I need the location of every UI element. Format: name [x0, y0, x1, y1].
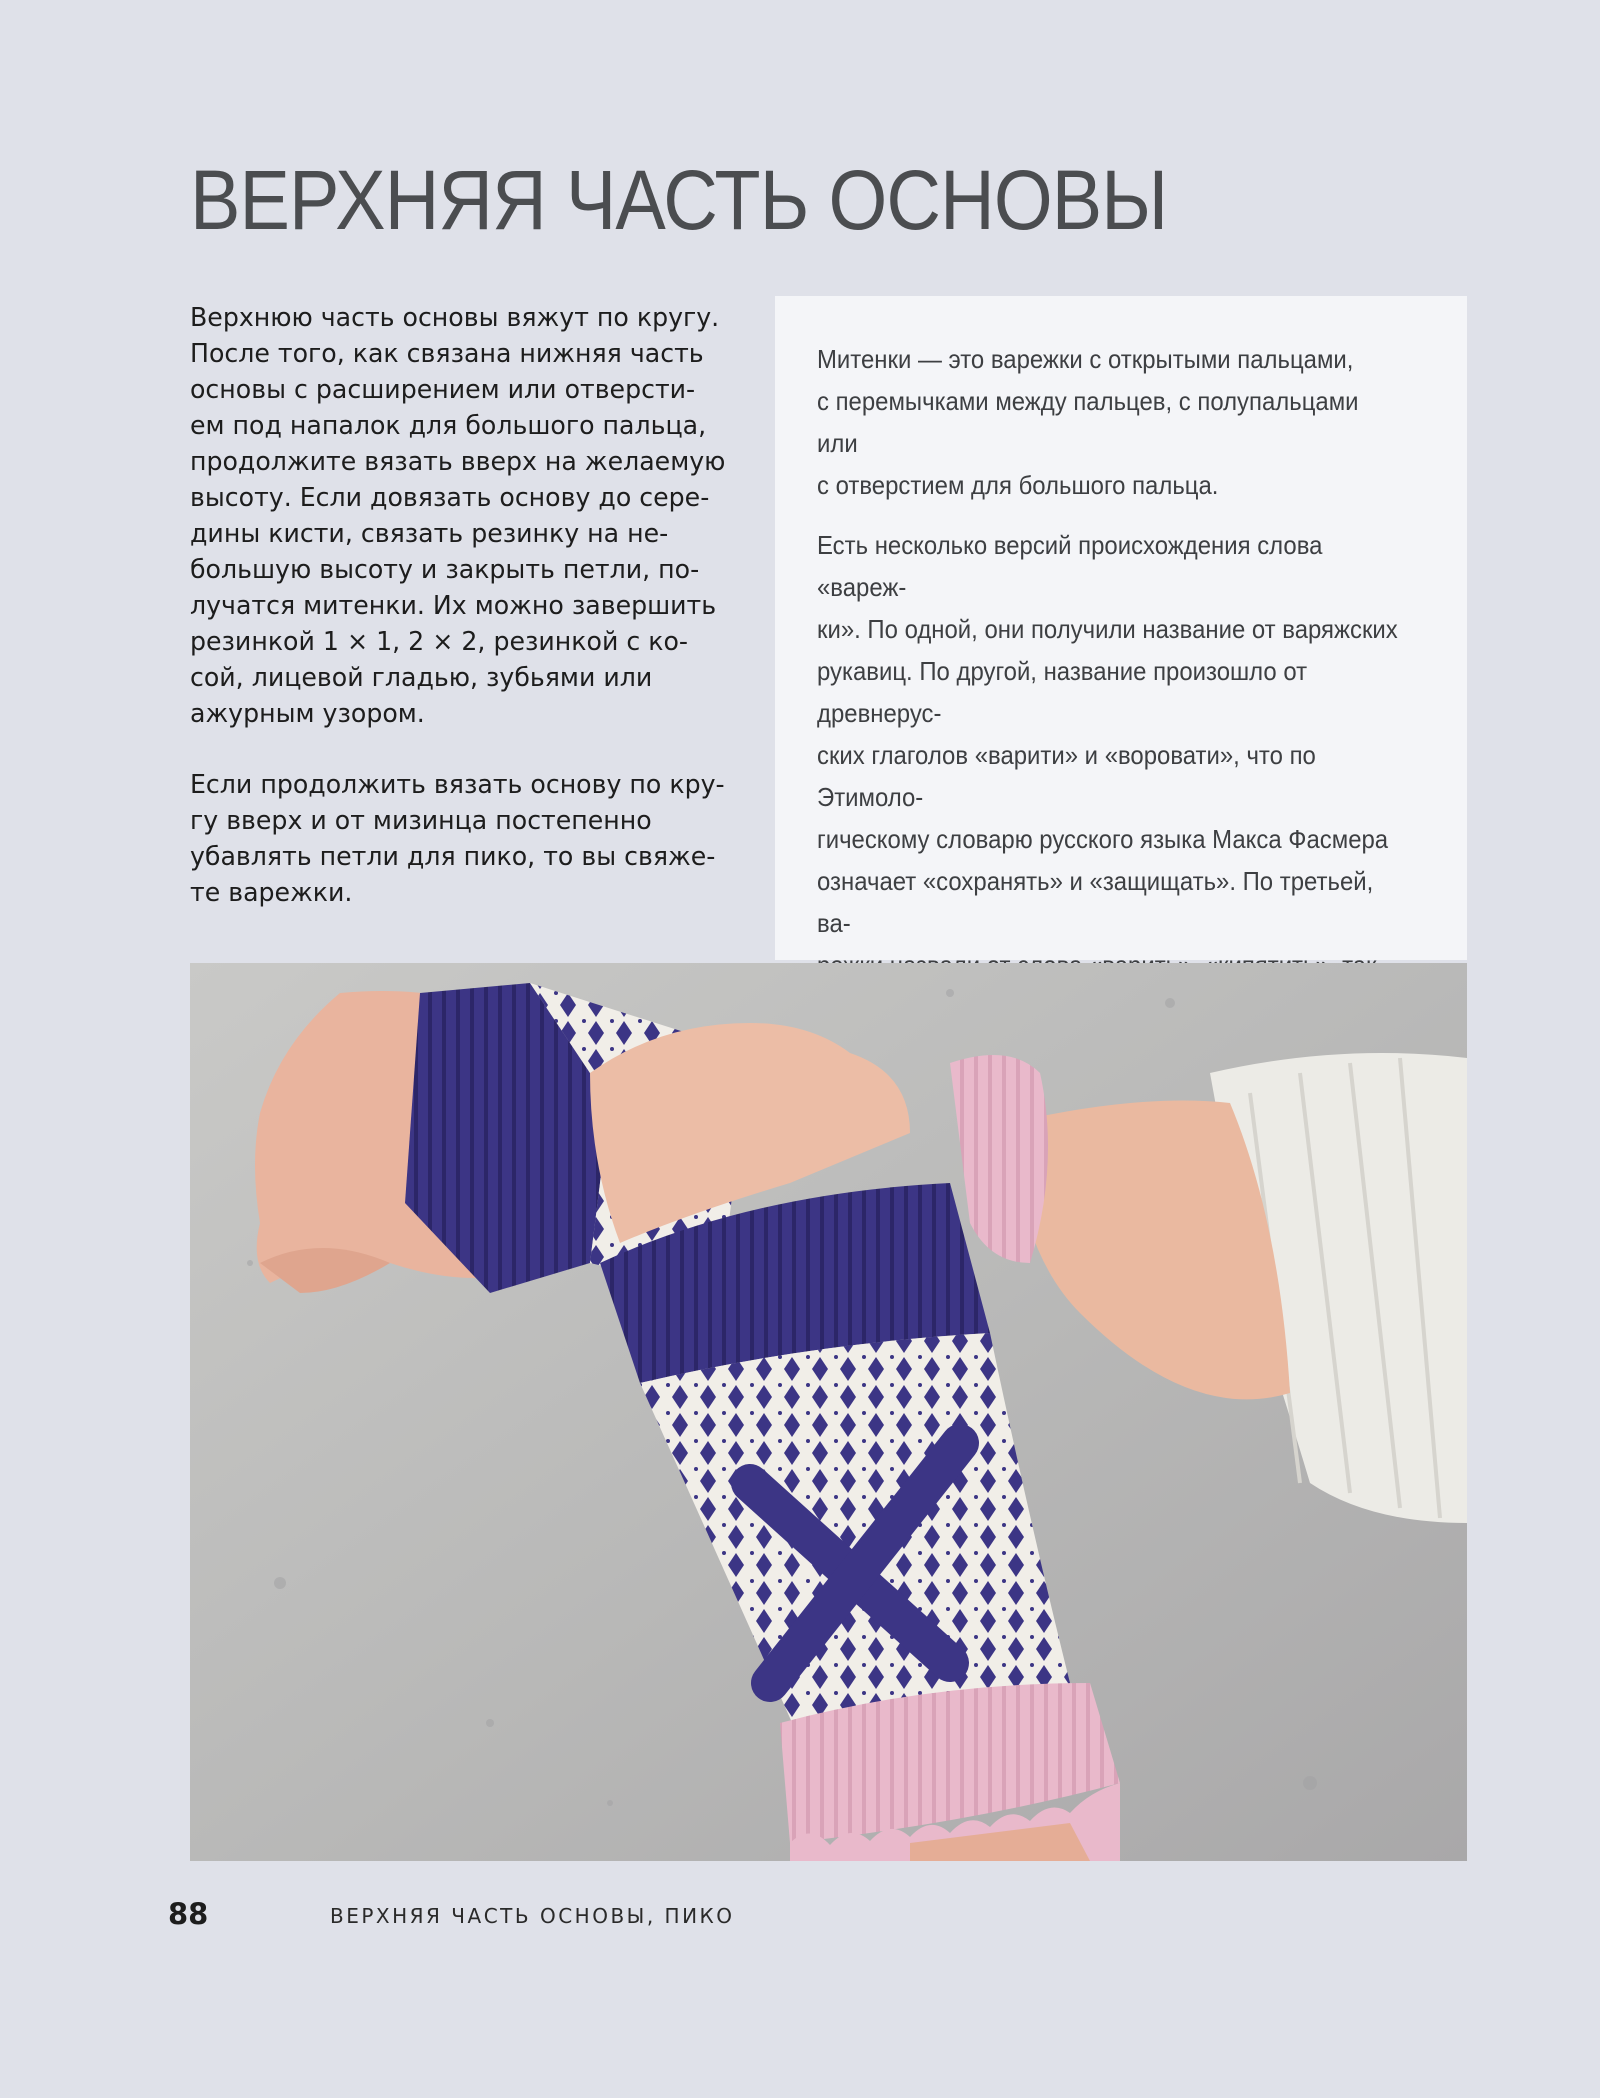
paragraph-upper-part: Верхнюю часть основы вяжут по кругу. После того, как связана нижняя часть основы с расширением или отверсти- ем под напалок для большого пальца, продолжите вязать вверх на желаемую высоту. Если довязать основу до сере- дины кисти, связать резинку на не- большую высоту и закрыть петли, по- лучатся митенки. Их можно завершить резинкой 1 × 1, 2 × 2, резинкой с ко- сой, лицевой гладью, зубьями или ажурным узором. — [190, 303, 726, 729]
info-paragraph-definition: Митенки — это варежки с открытыми пальцами, с перемычками между пальцев, с полупальцами или с отверстием для большого пальца. — [817, 344, 1359, 500]
info-paragraph-etymology: Есть несколько версий происхождения слова «вареж- ки». По одной, они получили название от варяжских рукавиц. По другой, название произошло от древнерус- ских глаголов «варити» и «воровати», что по Этимоло- гическому словарю русского языка Макса Фасмера означает «сохранять» и «защищать». По третьей, ва- — [817, 530, 1398, 938]
page-number: 88 — [168, 1897, 209, 1931]
main-text-column — [190, 300, 750, 946]
info-sidebar-box — [775, 296, 1467, 960]
mittens-photo — [190, 963, 1467, 1861]
running-title: ВЕРХНЯЯ ЧАСТЬ ОСНОВЫ, ПИКО — [330, 1904, 735, 1928]
paragraph-mittens: Если продолжить вязать основу по кру- гу вверх и от мизинца постепенно убавлять петли для пико, то вы свяже- те варежки. — [190, 770, 725, 908]
knitted-mittens-photo — [190, 963, 1467, 1861]
page-title: ВЕРХНЯЯ ЧАСТЬ ОСНОВЫ — [190, 153, 1168, 247]
